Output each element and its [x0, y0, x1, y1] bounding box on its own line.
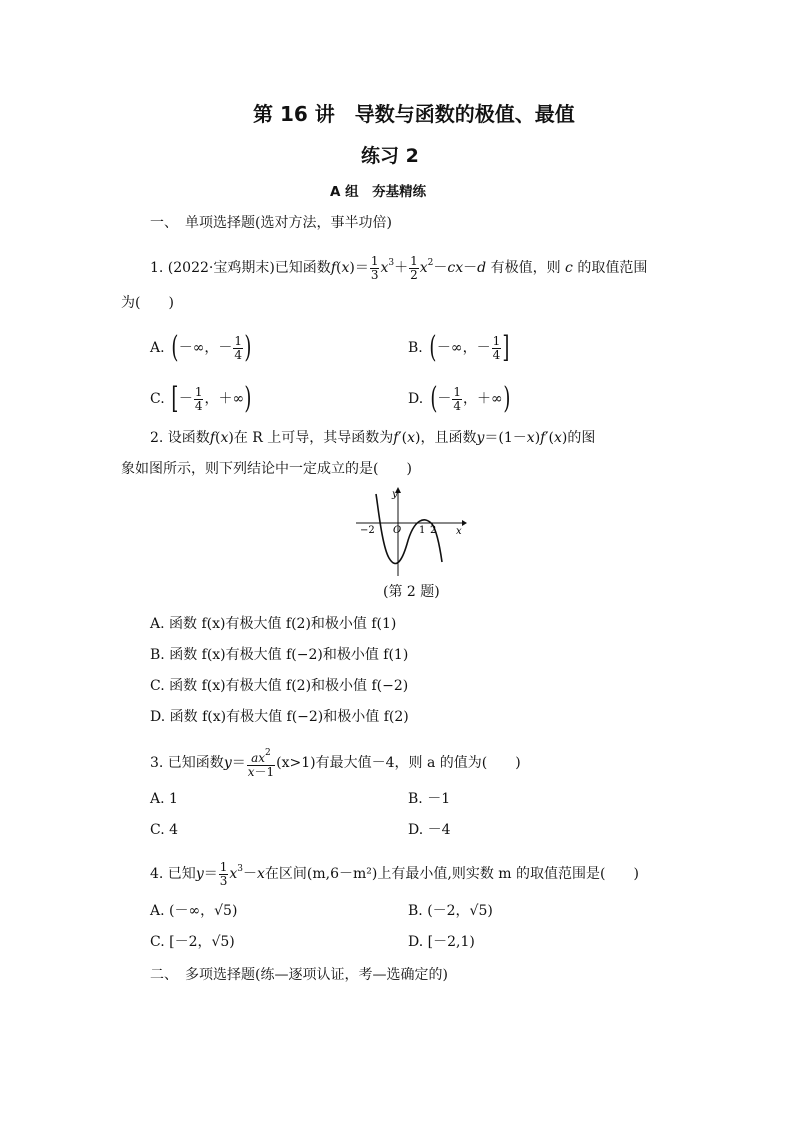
q1-option-b: B. (－∞，－ $\frac{1}{4}$ ] [408, 330, 510, 365]
q3-option-b: B. －1 [408, 791, 451, 807]
graph-tick-neg2: −2 [360, 525, 375, 536]
q2-option-a: A. 函数 f(x)有极大值 f(2)和极小值 f(1) [150, 616, 397, 632]
q2-function-graph [352, 486, 468, 578]
graph-tick-2: 2 [430, 525, 437, 536]
graph-origin-label: O [393, 525, 402, 536]
q2-option-c: C. 函数 f(x)有极大值 f(2)和极小值 f(−2) [150, 678, 409, 694]
q1-option-a: A. (－∞，－ $\frac{1}{4}$ ) [150, 330, 252, 365]
question-3-stem: 3. 已知函数y＝ $\frac{ax^2}{x-1}$ (x>1)有最大值－4，则 a 的值为( ) [150, 748, 521, 779]
q4-option-d: D. [－2,1) [408, 934, 475, 950]
page-title: 第 16 讲 导数与函数的极值、最值 [253, 102, 575, 126]
q1-tail: 的取值范围 [577, 260, 648, 276]
q1-prefix: 1. (2022·宝鸡期末)已知函数 [150, 260, 331, 276]
q3-option-a: A. 1 [150, 791, 178, 807]
section-heading-single-choice: 一、 单项选择题(选对方法，事半功倍) [150, 215, 392, 231]
graph-y-label: y [392, 489, 398, 500]
graph-x-label: x [456, 526, 462, 537]
q3-option-c: C. 4 [150, 822, 179, 838]
group-label: A 组 夯基精练 [330, 184, 427, 200]
q2-option-b: B. 函数 f(x)有极大值 f(−2)和极小值 f(1) [150, 647, 409, 663]
question-2-stem: 2. 设函数f(x)在 R 上可导，其导函数为f′(x)，且函数y＝(1－x)f′(x)的图 [150, 430, 596, 446]
question-1-stem: 1. (2022·宝鸡期末)已知函数f(x)＝ $\frac{1}{3}$ $x^3+$ $\frac{1}{2}$ $x^2-cx-d$ 有极值，则 c 的取值范围 [150, 253, 648, 282]
q2-option-d: D. 函数 f(x)有极大值 f(−2)和极小值 f(2) [150, 709, 409, 725]
q4-option-b: B. (－2，√5) [408, 903, 493, 919]
q4-option-c: C. [－2，√5) [150, 934, 235, 950]
section-heading-multiple-choice: 二、 多项选择题(练—逐项认证，考—选确定的) [150, 967, 448, 983]
question-2-line2: 象如图所示，则下列结论中一定成立的是( ) [121, 461, 412, 477]
q2-figure-caption: (第 2 题) [383, 584, 440, 600]
q3-option-d: D. －4 [408, 822, 451, 838]
q1-text-after: 有极值，则 [490, 260, 561, 276]
q4-option-a: A. (－∞，√5) [150, 903, 238, 919]
q1-option-d: D. (－ $\frac{1}{4}$ ，＋∞) [408, 381, 511, 416]
q1-option-c: C. [－ $\frac{1}{4}$ ，＋∞) [150, 381, 252, 416]
exercise-subtitle: 练习 2 [361, 145, 419, 167]
question-4-stem: 4. 已知y＝ $\frac{1}{3}$ $x^3-x$在区间(m,6－m²)上有最小值,则实数 m 的取值范围是( ) [150, 859, 639, 888]
graph-tick-1: 1 [419, 525, 426, 536]
question-1-line2: 为( ) [121, 295, 174, 311]
